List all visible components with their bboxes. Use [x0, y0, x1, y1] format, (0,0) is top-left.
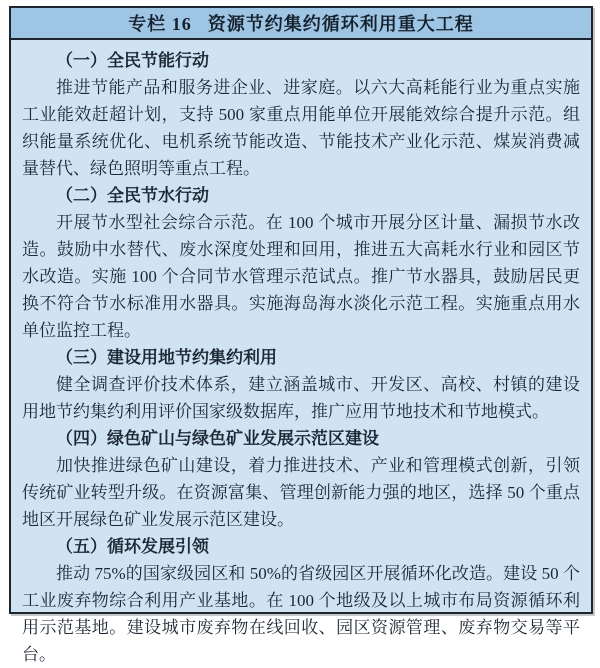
column-box	[9, 6, 593, 664]
section-heading-water-saving: （二）全民节水行动	[56, 186, 209, 205]
box-title: 资源节约集约循环利用重大工程	[207, 14, 474, 34]
section-paragraph-green-mining: 加快推进绿色矿山建设，着力推进技术、产业和管理模式创新，引领传统矿业转型升级。在资源富集、管理创新能力强的地区，选择 50 个重点地区开展绿色矿业发展示范区建设。	[22, 456, 580, 529]
section-heading-green-mining: （四）绿色矿山与绿色矿业发展示范区建设	[56, 429, 379, 448]
box-label: 专栏 16	[128, 14, 192, 34]
box-header	[11, 8, 591, 40]
section-heading-circular-development: （五）循环发展引领	[56, 537, 209, 556]
box-body	[11, 40, 591, 668]
section-paragraph-circular-development: 推动 75%的国家级园区和 50%的省级园区开展循环化改造。建设 50 个工业废弃物综合利用产业基地。在 100 个地级及以上城市布局资源循环利用示范基地。建设城市废弃物在线回收、园区资源管理、废弃物交易等平台。	[22, 564, 580, 664]
section-heading-energy-saving: （一）全民节能行动	[56, 51, 209, 70]
section-heading-land-use: （三）建设用地节约集约利用	[56, 348, 277, 367]
section-paragraph-land-use: 健全调查评价技术体系，建立涵盖城市、开发区、高校、村镇的建设用地节约集约利用评价国家级数据库，推广应用节地技术和节地模式。	[22, 375, 580, 421]
section-paragraph-energy-saving: 推进节能产品和服务进企业、进家庭。以六大高耗能行业为重点实施工业能效赶超计划，支持 500 家重点用能单位开展能效综合提升示范。组织能量系统优化、电机系统节能改造、节能技术产业化示范、煤炭消费减量替代、绿色照明等重点工程。	[22, 78, 580, 178]
section-paragraph-water-saving: 开展节水型社会综合示范。在 100 个城市开展分区计量、漏损节水改造。鼓励中水替代、废水深度处理和回用，推进五大高耗水行业和园区节水改造。实施 100 个合同节水管理示范试点。推广节水器具，鼓励居民更换不符合节水标准用水器具。实施海岛海水淡化示范工程。实施重点用水单位监控工程。	[22, 213, 580, 340]
